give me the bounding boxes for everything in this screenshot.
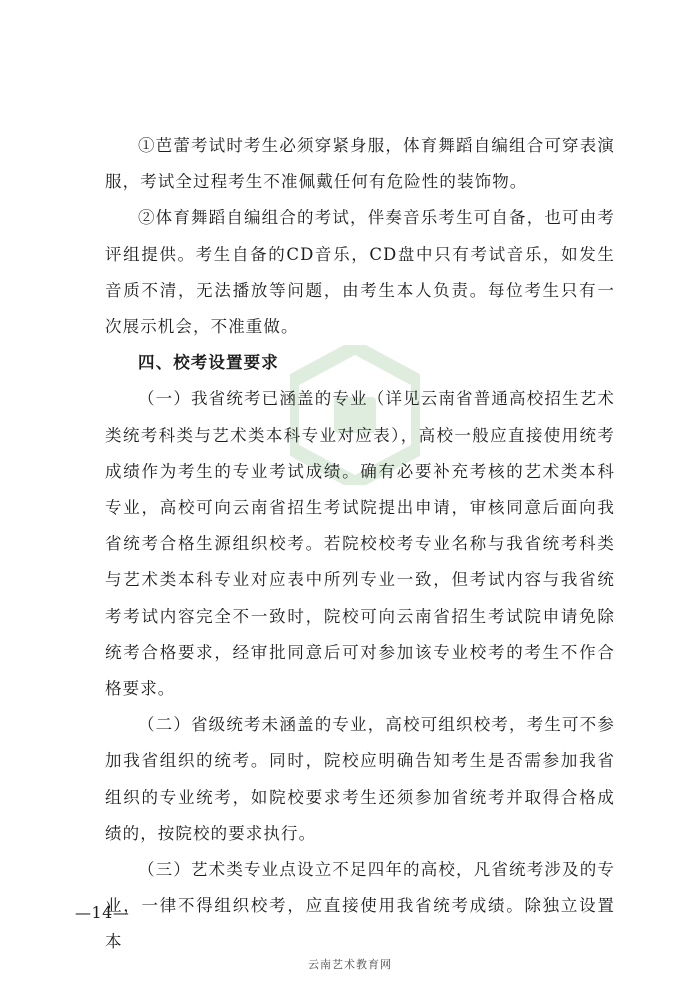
document-body [105, 128, 615, 961]
paragraph-covered-majors: （一）我省统考已涵盖的专业（详见云南省普通高校招生艺术类统考科类与艺术类本科专业对应表），高校一般应直接使用统考成绩作为考生的专业考试成绩。确有必要补充考核的艺术类本科专业，高校可向云南省招生考试院提出申请，审核同意后面向我省统考合格生源组织校考。若院校校考专业名称与我省统考科类与艺术类本科专业对应表中所列专业一致，但考试内容与我省统考考试内容完全不一致时，院校可向云南省招生考试院申请免除统考合格要求，经审批同意后可对参加该专业校考的考生不作合格要求。 [105, 389, 615, 699]
paragraph-ballet-dress-code: ①芭蕾考试时考生必须穿紧身服，体育舞蹈自编组合可穿表演服，考试全过程考生不准佩戴任何有危险性的装饰物。 [105, 136, 615, 192]
section-heading-school-exam: 四、校考设置要求 [138, 353, 279, 373]
footer-brand: 云南艺术教育网 [308, 958, 392, 971]
paragraph-uncovered-majors: （二）省级统考未涵盖的专业，高校可组织校考，考生可不参加我省组织的统考。同时，院校应明确告知考生是否需参加我省组织的专业统考，如院校要求考生还须参加省统考并取得合格成绩的，按院校的要求执行。 [105, 715, 615, 843]
page-number: —14— [75, 903, 130, 922]
paragraph-dance-music: ②体育舞蹈自编组合的考试，伴奏音乐考生可自备，也可由考评组提供。考生自备的CD音乐，CD盘中只有考试音乐，如发生音质不清，无法播放等问题，由考生本人负责。每位考生只有一次展示机会，不准重做。 [105, 208, 615, 337]
paragraph-new-majors: （三）艺术类专业点设立不足四年的高校，凡省统考涉及的专业，一律不得组织校考，应直接使用我省统考成绩。除独立设置本 [105, 860, 615, 952]
